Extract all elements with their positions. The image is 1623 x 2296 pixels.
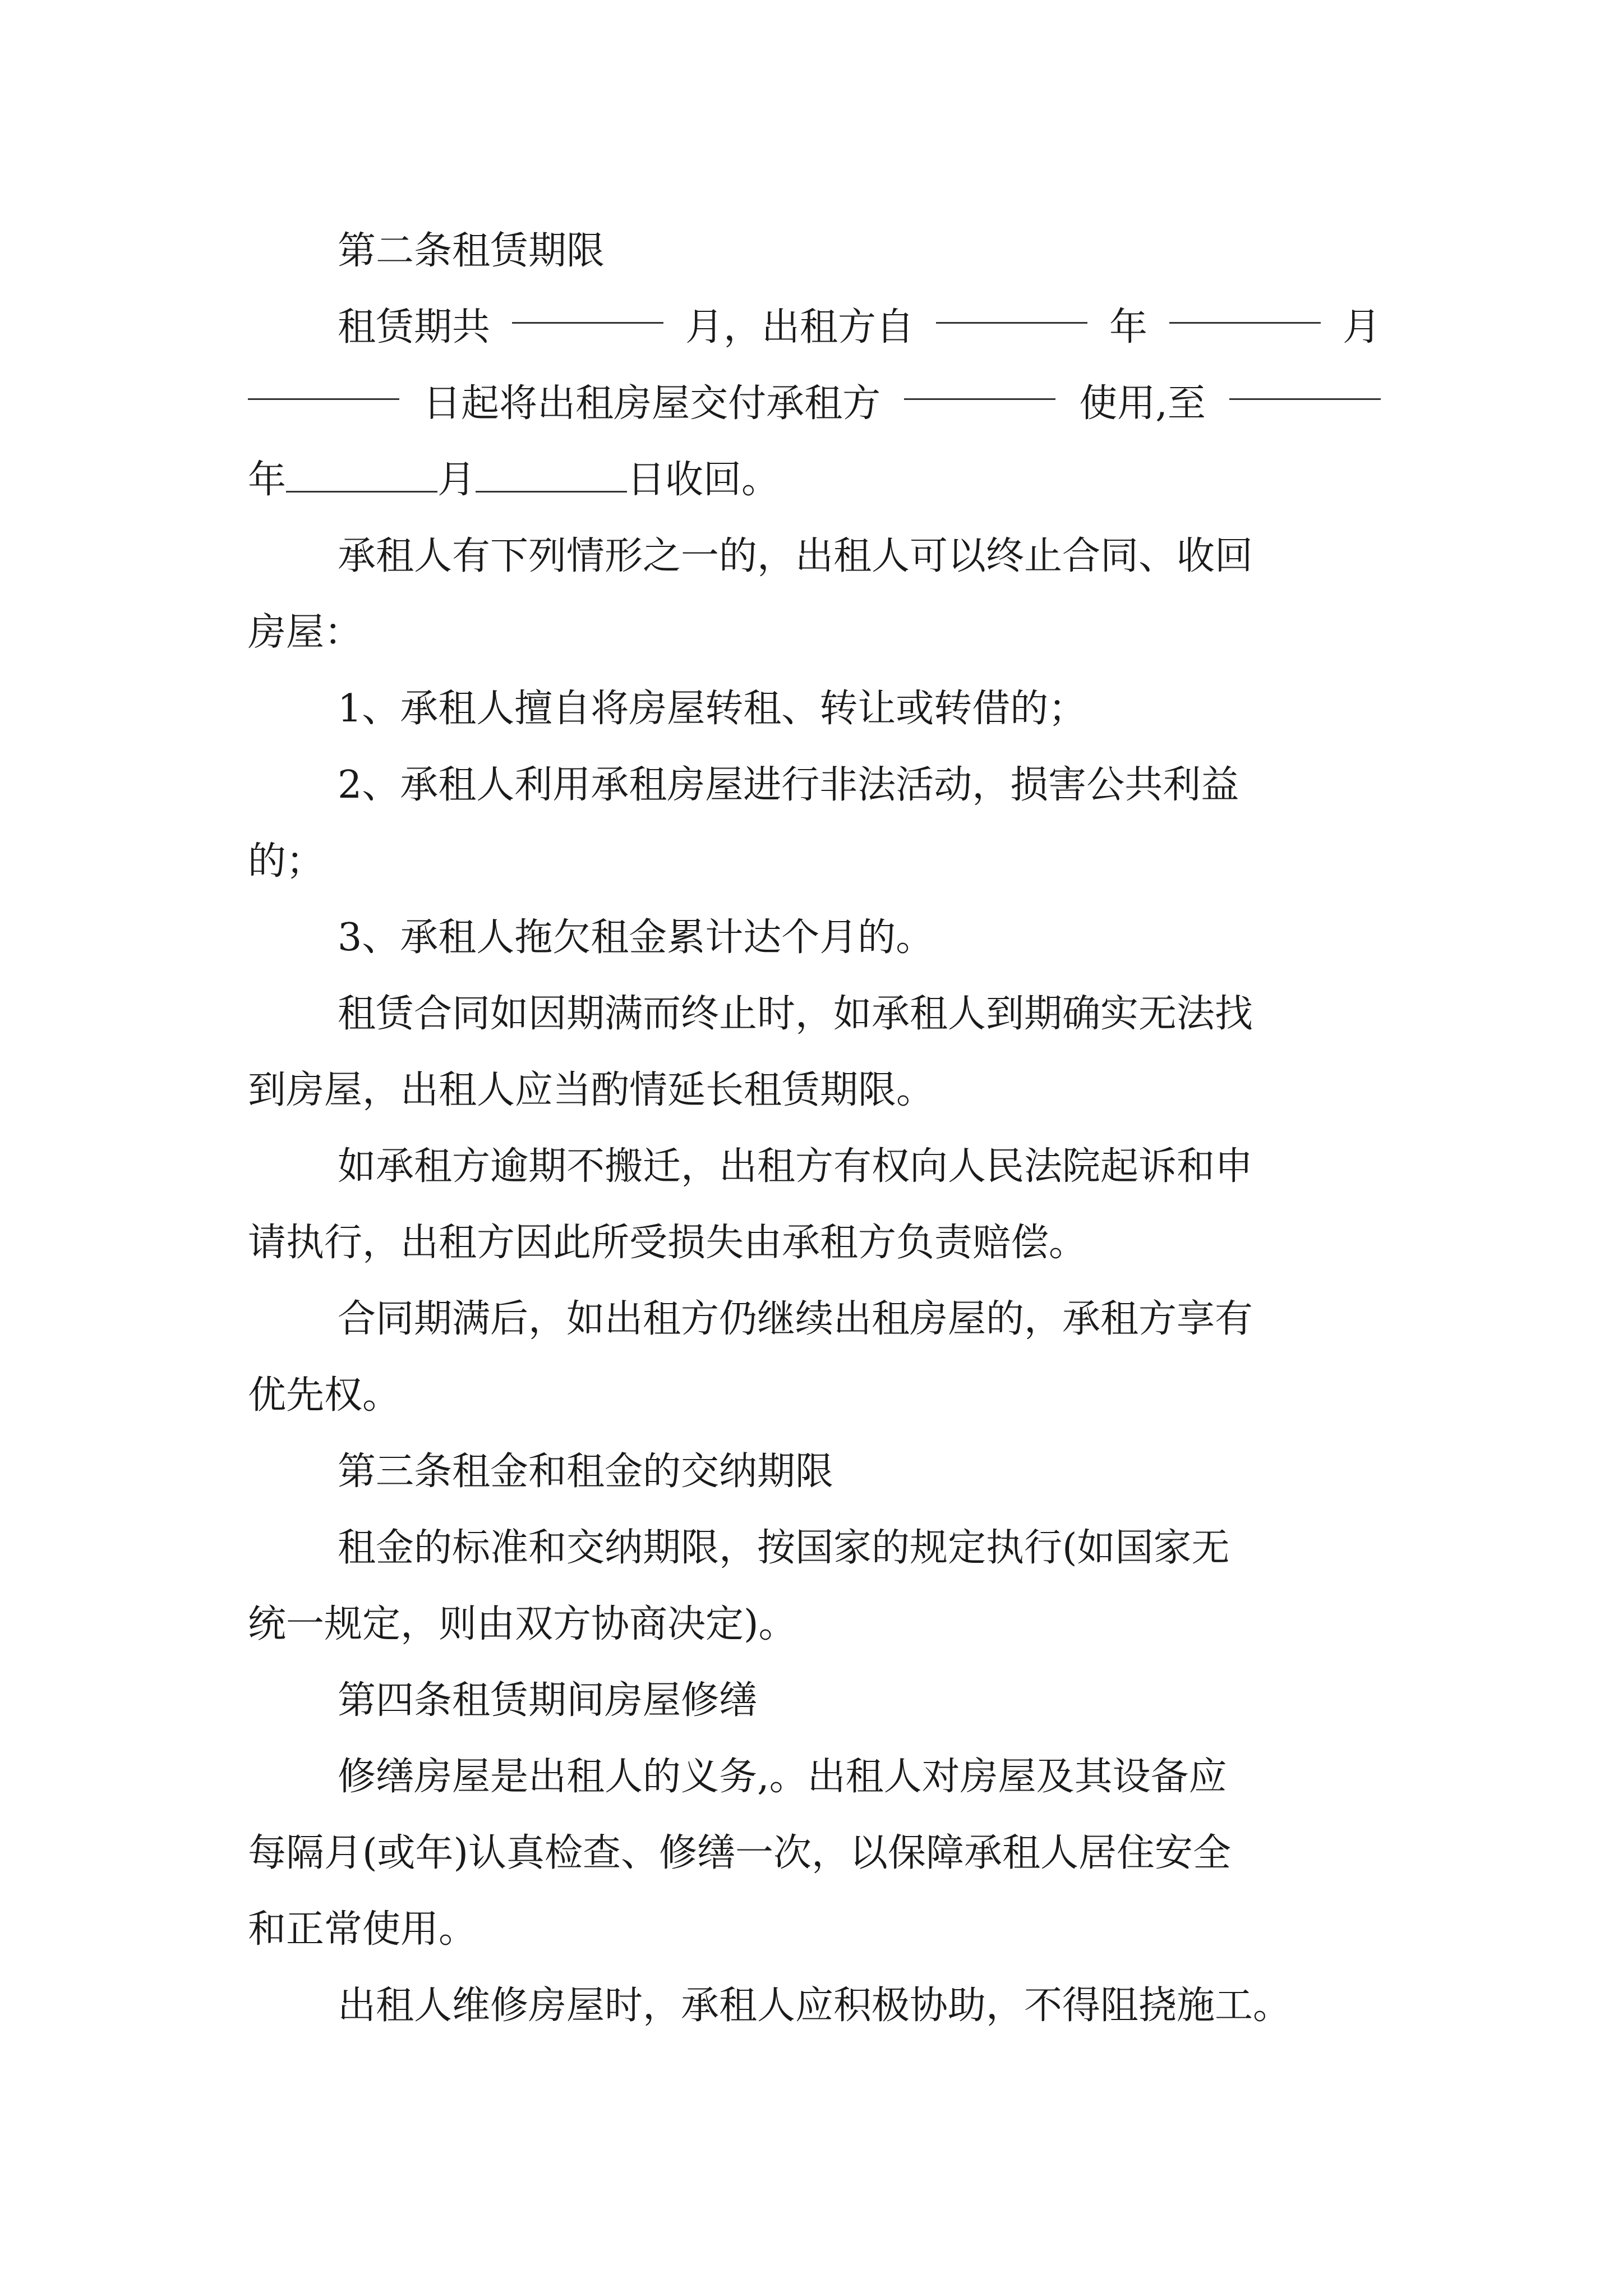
paragraph-terminate-cont: 房屋： xyxy=(248,610,363,655)
blank-field xyxy=(936,289,1087,324)
paragraph-overdue: 如承租方逾期不搬迁，出租方有权向人民法院起诉和申 xyxy=(338,1144,1253,1189)
paragraph-expire-cont: 到房屋，出租人应当酌情延长租赁期限。 xyxy=(248,1068,935,1112)
blank-field xyxy=(512,289,663,324)
paragraph-repair-cont-1: 每隔月(或年)认真检查、修缮一次，以保障承租人居住安全 xyxy=(248,1831,1232,1875)
term-line-3: 年 月 日收回。 xyxy=(248,458,780,502)
section-heading-4: 第四条租赁期间房屋修缮 xyxy=(338,1678,758,1723)
blank-field xyxy=(904,366,1055,400)
document-body xyxy=(248,213,1381,2044)
list-item-3: 3、承租人拖欠租金累计达个月的。 xyxy=(338,915,934,960)
blank-field xyxy=(248,366,399,400)
list-item-2-cont: 的； xyxy=(248,839,325,884)
section-heading-3: 第三条租金和租金的交纳期限 xyxy=(338,1450,834,1494)
paragraph-priority-cont: 优先权。 xyxy=(248,1373,401,1418)
paragraph-terminate: 承租人有下列情形之一的，出租人可以终止合同、收回 xyxy=(338,534,1253,578)
blank-field xyxy=(286,458,437,493)
blank-field xyxy=(1229,366,1381,400)
paragraph-priority: 合同期满后，如出租方仍继续出租房屋的，承租方享有 xyxy=(338,1297,1253,1341)
paragraph-repair: 修缮房屋是出租人的义务,。出租人对房屋及其设备应 xyxy=(338,1755,1227,1799)
term-line-1: 租赁期共 月，出租方自 年 月 xyxy=(248,289,1381,366)
paragraph-assist: 出租人维修房屋时，承租人应积极协助，不得阻挠施工。 xyxy=(338,1984,1292,2028)
paragraph-overdue-cont: 请执行，出租方因此所受损失由承租方负责赔偿。 xyxy=(248,1221,1087,1265)
paragraph-expire: 租赁合同如因期满而终止时，如承租人到期确实无法找 xyxy=(338,992,1253,1036)
list-item-2: 2、承租人利用承租房屋进行非法活动，损害公共利益 xyxy=(338,763,1239,807)
paragraph-rent: 租金的标准和交纳期限，按国家的规定执行(如国家无 xyxy=(338,1526,1230,1570)
paragraph-repair-cont-2: 和正常使用。 xyxy=(248,1907,477,1952)
paragraph-rent-cont: 统一规定，则由双方协商决定)。 xyxy=(248,1602,797,1646)
blank-field xyxy=(1169,289,1321,324)
blank-field xyxy=(476,458,627,493)
section-heading-2: 第二条租赁期限 xyxy=(338,229,605,273)
term-line-2: 日起将出租房屋交付承租方 使用,至 xyxy=(248,366,1381,442)
list-item-1: 1、承租人擅自将房屋转租、转让或转借的； xyxy=(338,687,1087,731)
